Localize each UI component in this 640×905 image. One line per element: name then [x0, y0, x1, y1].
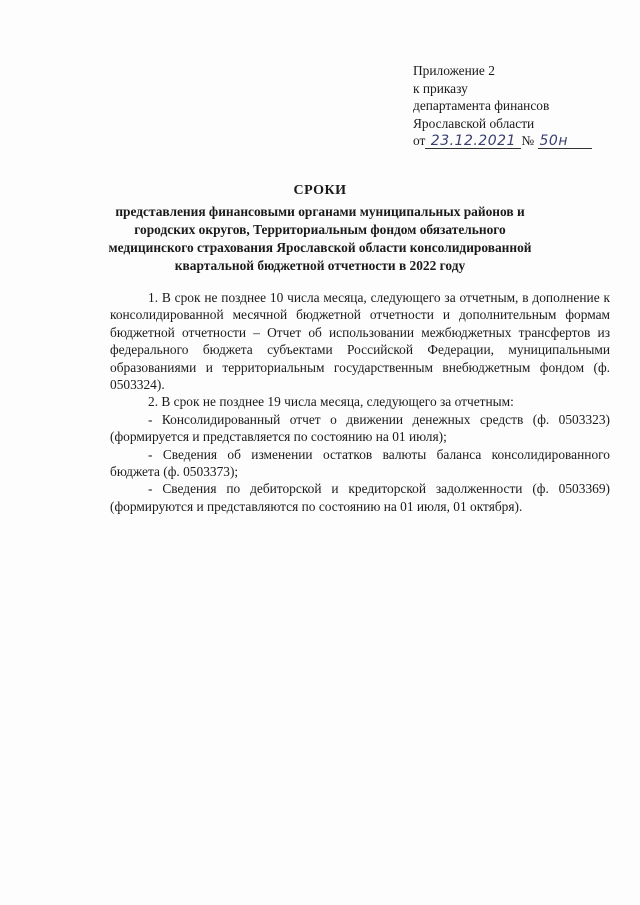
document-body — [110, 289, 610, 515]
subtitle-line-2: городских округов, Территориальным фондом обязательного — [134, 222, 506, 237]
subtitle-line-4: квартальной бюджетной отчетности в 2022 году — [174, 258, 466, 273]
paragraph-item-1: 1. В срок не позднее 10 числа месяца, следующего за отчетным, в дополнение к консолидированной месячной бюджетной отчетности и дополнительным формам бюджетной отчетности – Отчет об использовании межбюджетных трансфертов из федерального бюджета субъектами Российской Федерации, муниципальными образованиями и территориальным государственным внебюджетным фондом (ф. 0503324). — [110, 290, 610, 393]
annex-date-line — [413, 132, 623, 150]
annex-line-1: Приложение 2 — [413, 63, 495, 78]
paragraph-item-2-2: - Сведения об изменении остатков валюты баланса консолидированного бюджета (ф. 0503373); — [110, 446, 610, 480]
annex-line-4: Ярославской области — [413, 115, 535, 131]
number-prefix: № — [521, 133, 535, 149]
date-prefix: от — [413, 133, 426, 149]
paragraph-item-2-1: - Консолидированный отчет о движении денежных средств (ф. 0503323) (формируется и представляется по состоянию на 01 июля); — [110, 411, 610, 445]
subtitle-line-1: представления финансовыми органами муниципальных районов и — [115, 204, 525, 219]
handwritten-number: 50н — [538, 134, 592, 149]
subtitle-line-3: медицинского страхования Ярославской области консолидированной — [108, 240, 532, 255]
annex-line-3: департамента финансов — [413, 98, 550, 114]
annex-line-2: к приказу — [413, 80, 468, 96]
document-subtitle — [100, 203, 540, 275]
annex-block — [413, 62, 623, 150]
document-title: СРОКИ — [293, 183, 347, 198]
handwritten-date: 23.12.2021 — [425, 134, 521, 149]
paragraph-item-2: 2. В срок не позднее 19 числа месяца, следующего за отчетным: — [148, 394, 514, 410]
paragraph-item-2-3: - Сведения по дебиторской и кредиторской задолженности (ф. 0503369) (формируются и представляются по состоянию на 01 июля, 01 октября). — [110, 481, 610, 514]
